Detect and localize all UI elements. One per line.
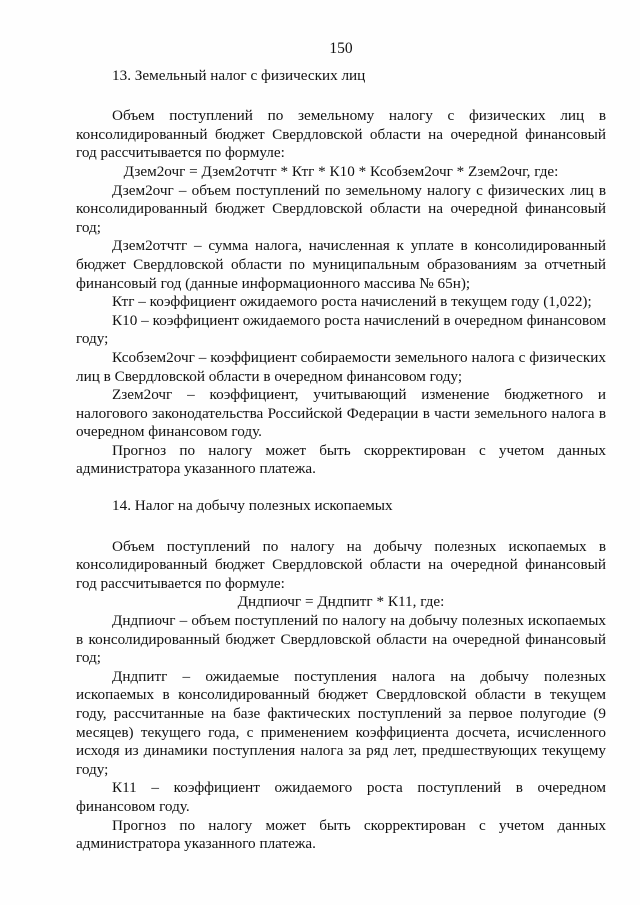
section-14	[76, 497, 606, 854]
section-heading-13: 13. Земельный налог с физических лиц	[112, 66, 366, 84]
section-14-forecast: Прогноз по налогу может быть скорректирован с учетом данных администратора указанного платежа.	[76, 816, 606, 853]
definition-dndpitg: Дндпитг – ожидаемые поступления налога на добычу полезных ископаемых в консолидированный бюджет Свердловской области в текущем году, рассчитанные на базе фактических поступлений за первое полугодие (9 месяцев) текущего года, с применением коэффициента досчета, исчисленного исходя из динамики поступления налога за ряд лет, предшествующих текущему году;	[76, 667, 606, 778]
section-13-intro: Объем поступлений по земельному налогу с физических лиц в консолидированный бюджет Свердловской области на очередной финансовый год рассчитывается по формуле:	[76, 107, 606, 162]
definition-ksobzem2ochg: Ксобзем2очг – коэффициент собираемости земельного налога с физических лиц в Свердловской области в очередном финансовом году;	[76, 348, 606, 385]
definition-dzem2otchtg: Дзем2отчтг – сумма налога, начисленная к уплате в консолидированный бюджет Свердловской области по муниципальным образованиям за отчетный финансовый год (данные информационного массива № 65н);	[76, 237, 606, 292]
section-13-forecast: Прогноз по налогу может быть скорректирован с учетом данных администратора указанного платежа.	[76, 441, 606, 478]
section-heading-14: 14. Налог на добычу полезных ископаемых	[112, 497, 393, 515]
section-13-formula: Дзем2очг = Дзем2отчтг * Ктг * К10 * Ксобзем2очг * Zзем2очг, где:	[123, 162, 559, 180]
definition-dzem2ochg: Дзем2очг – объем поступлений по земельному налогу с физических лиц в консолидированный бюджет Свердловской области на очередной финансовый год;	[76, 181, 606, 236]
section-14-formula: Дндпиочг = Дндпитг * К11, где:	[237, 593, 445, 611]
section-13	[76, 67, 606, 479]
definition-dndpiochg: Дндпиочг – объем поступлений по налогу на добычу полезных ископаемых в консолидированный бюджет Свердловской области на очередной финансовый год;	[76, 612, 606, 667]
definition-ktg: Ктг – коэффициент ожидаемого роста начислений в текущем году (1,022);	[112, 293, 592, 311]
page-number: 150	[329, 40, 353, 57]
definition-k10: К10 – коэффициент ожидаемого роста начислений в очередном финансовом году;	[76, 311, 606, 348]
section-14-intro: Объем поступлений по налогу на добычу полезных ископаемых в консолидированный бюджет Свердловской области на очередной финансовый год рассчитывается по формуле:	[76, 537, 606, 592]
definition-k11: К11 – коэффициент ожидаемого роста поступлений в очередном финансовом году.	[76, 779, 606, 815]
definition-zzem2ochg: Zзем2очг – коэффициент, учитывающий изменение бюджетного и налогового законодательства Российской Федерации в части земельного налога в очередном финансовом году.	[76, 386, 606, 441]
page-content	[76, 40, 606, 854]
